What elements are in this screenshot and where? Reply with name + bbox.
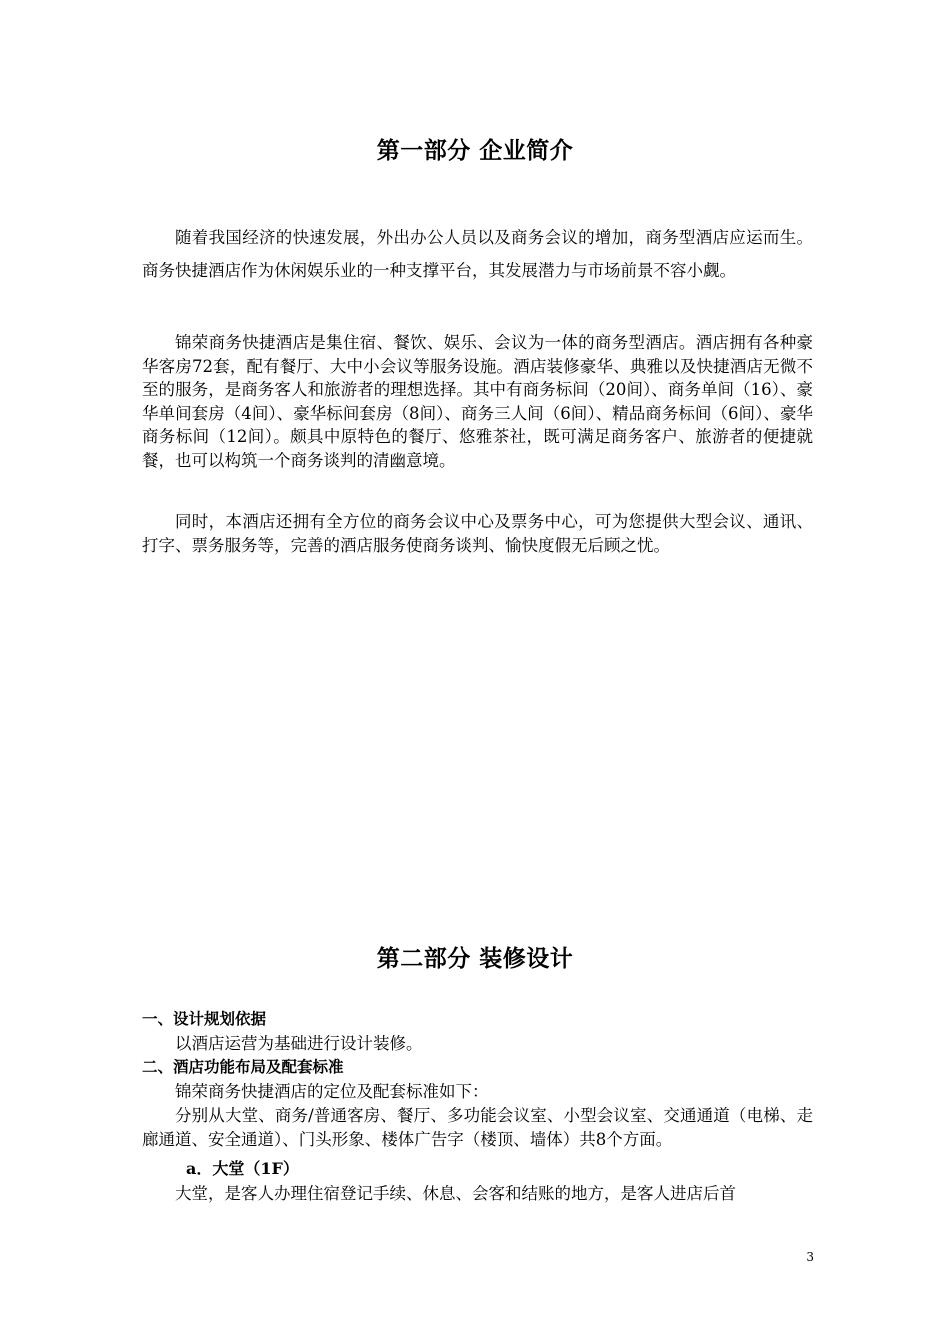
section1-text: 以酒店运营为基础进行设计装修。 <box>175 1034 423 1053</box>
section2-text-2: 分别从大堂、商务/普通客房、餐厅、多功能会议室、小型会议室、交通通道（电梯、走廊通道、安全通道）、门头形象、楼体广告字（楼顶、墙体）共8个方面。 <box>142 1106 813 1149</box>
part1-paragraph-1: 随着我国经济的快速发展，外出办公人员以及商务会议的增加，商务型酒店应运而生。商务快捷酒店作为休闲娱乐业的一种支撑平台，其发展潜力与市场前景不容小觑。 <box>142 228 813 280</box>
page-number: 3 <box>806 1250 814 1264</box>
section2-text-1: 锦荣商务快捷酒店的定位及配套标准如下： <box>175 1082 489 1101</box>
section1-heading: 一、设计规划依据 <box>142 1010 267 1028</box>
part1-paragraph-3: 同时，本酒店还拥有全方位的商务会议中心及票务中心，可为您提供大型会议、通讯、打字、票务服务等，完善的酒店服务使商务谈判、愉快度假无后顾之忧。 <box>142 512 813 555</box>
section2-heading: 二、酒店功能布局及配套标准 <box>142 1058 344 1076</box>
part1-title: 第一部分 企业简介 <box>376 138 574 164</box>
part2-title: 第二部分 装修设计 <box>376 946 574 972</box>
part1-paragraph-2: 锦荣商务快捷酒店是集住宿、餐饮、娱乐、会议为一体的商务型酒店。酒店拥有各种豪华客房72套，配有餐厅、大中小会议等服务设施。酒店装修豪华、典雅以及快捷酒店无微不至的服务，是商务客人和旅游者的理想选择。其中有商务标间（20间）、商务单间（16）、豪华单间套房（4间）、豪华标间套房（8间）、商务三人间（6间）、精品商务标间（6间）、豪华商务标间（12间）。颇具中原特色的餐厅、悠雅茶社，既可满足商务客户、旅游者的便捷就餐，也可以构筑一个商务谈判的清幽意境。 <box>142 333 813 470</box>
subsection-a-heading: a．大堂（1F） <box>186 1159 299 1178</box>
subsection-a-text: 大堂，是客人办理住宿登记手续、休息、会客和结账的地方，是客人进店后首 <box>175 1184 736 1203</box>
